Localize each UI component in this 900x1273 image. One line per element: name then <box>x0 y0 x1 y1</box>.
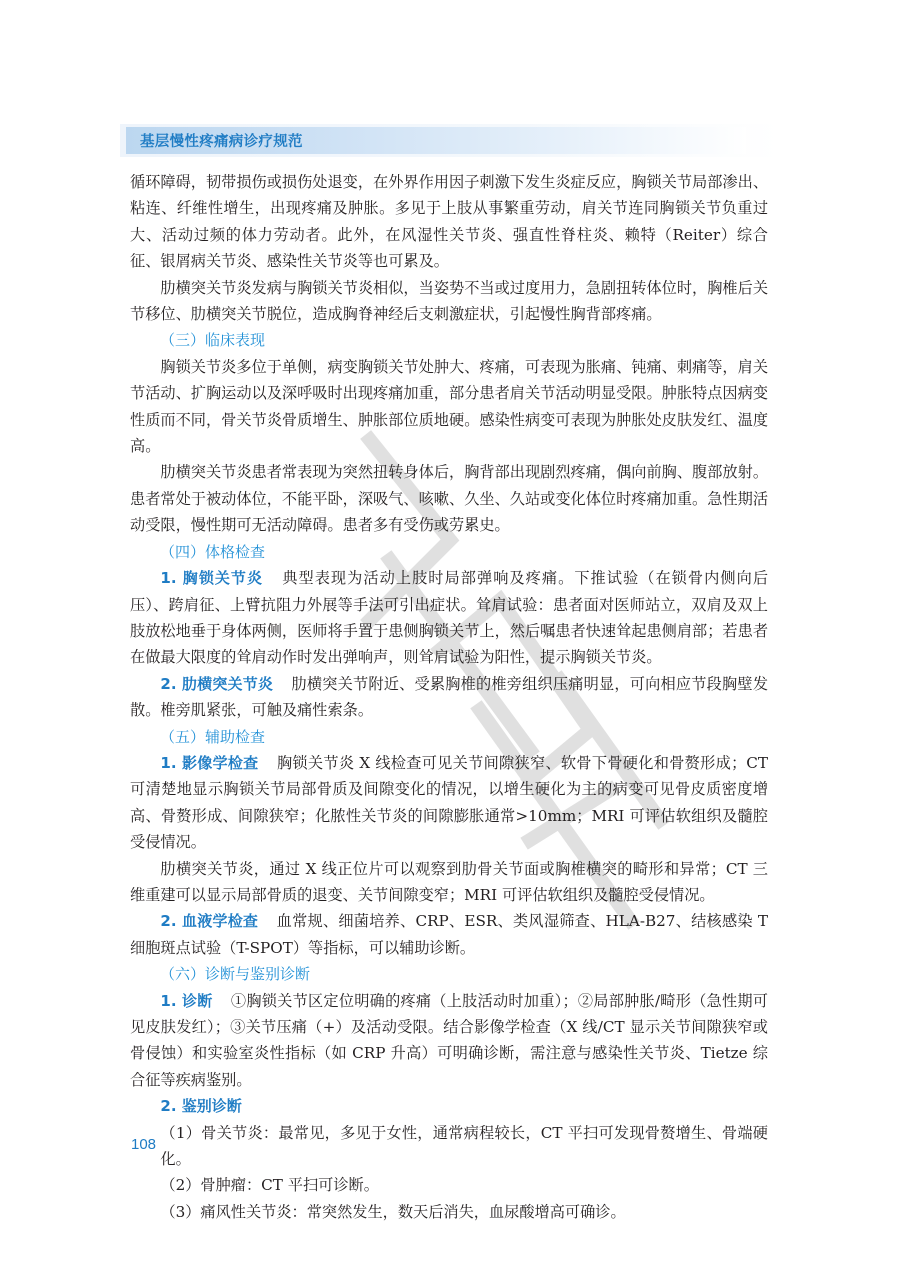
paragraph: 胸锁关节炎多位于单侧，病变胸锁关节处肿大、疼痛，可表现为胀痛、钝痛、刺痛等，肩关节活动、扩胸运动以及深呼吸时出现疼痛加重，部分患者肩关节活动明显受限。肿胀特点因病变性质而不同，骨关节炎骨质增生、肿胀部位质地硬。感染性病变可表现为肿胀处皮肤发红、温度高。 <box>130 357 768 456</box>
paragraph <box>130 908 768 961</box>
paragraph <box>130 988 768 1094</box>
subheading: 1. 诊断 <box>160 991 213 1010</box>
subheading: 2. 血液学检查 <box>160 912 259 931</box>
running-header-title: 基层慢性疼痛病诊疗规范 <box>140 134 303 150</box>
section-heading-diagnosis: （六）诊断与鉴别诊断 <box>160 965 311 984</box>
paragraph <box>130 750 768 856</box>
paragraph <box>130 565 768 671</box>
paragraph: 循环障碍，韧带损伤或损伤处退变，在外界作用因子刺激下发生炎症反应，胸锁关节局部渗出、粘连、纤维性增生，出现疼痛及肿胀。多见于上肢从事繁重劳动，肩关节连同胸锁关节负重过大、活动过频的体力劳动者。此外，在风湿性关节炎、强直性脊柱炎、赖特（Reiter）综合征、银屑病关节炎、感染性关节炎等也可累及。 <box>130 173 768 271</box>
subheading: 1. 影像学检查 <box>160 753 259 772</box>
list-item: （1）骨关节炎：最常见，多见于女性，通常病程较长，CT 平扫可发现骨赘增生、骨端硬化。 <box>160 1123 768 1169</box>
paragraph: 肋横突关节炎发病与胸锁关节炎相似，当姿势不当或过度用力，急剧扭转体位时，胸椎后关节移位、肋横突关节脱位，造成胸脊神经后支刺激症状，引起慢性胸背部疼痛。 <box>130 278 768 324</box>
section-heading-clinical: （三）临床表现 <box>160 331 266 350</box>
paragraph-text: ①胸锁关节区定位明确的疼痛（上肢活动时加重）；②局部肿胀/畸形（急性期可见皮肤发红）；③关节压痛（+）及活动受限。结合影像学检查（X 线/CT 显示关节间隙狭窄或骨侵蚀）和实验室炎性指标（如 CRP 升高）可明确诊断，需注意与感染性关节炎、Tietze 综合征等疾病鉴别。 <box>130 991 768 1089</box>
subheading: 2. 鉴别诊断 <box>160 1097 242 1116</box>
page-number: 108 <box>131 1136 157 1153</box>
paragraph <box>130 671 768 724</box>
page-body <box>130 169 768 1225</box>
subheading: 1. 胸锁关节炎 <box>160 569 263 588</box>
list-item: （3）痛风性关节炎：常突然发生，数天后消失，血尿酸增高可确诊。 <box>160 1202 626 1221</box>
section-heading-physical-exam: （四）体格检查 <box>160 542 266 561</box>
paragraph: 肋横突关节炎患者常表现为突然扭转身体后，胸背部出现剧烈疼痛，偶向前胸、腹部放射。患者常处于被动体位，不能平卧，深吸气、咳嗽、久坐、久站或变化体位时疼痛加重。急性期活动受限，慢性期可无活动障碍。患者多有受伤或劳累史。 <box>130 463 768 535</box>
list-item: （2）骨肿瘤：CT 平扫可诊断。 <box>160 1176 379 1195</box>
paragraph: 肋横突关节炎，通过 X 线正位片可以观察到肋骨关节面或胸椎横突的畸形和异常；CT 三维重建可以显示局部骨质的退变、关节间隙变窄；MRI 可评估软组织及髓腔受侵情况。 <box>130 859 768 904</box>
paragraph <box>130 1093 768 1119</box>
subheading: 2. 肋横突关节炎 <box>160 674 274 693</box>
paragraph-text: 血常规、细菌培养、CRP、ESR、类风湿筛查、HLA-B27、结核感染 T 细胞斑点试验（T-SPOT）等指标，可以辅助诊断。 <box>130 912 768 957</box>
paragraph-text: 胸锁关节炎 X 线检查可见关节间隙狭窄、软骨下骨硬化和骨赘形成；CT 可清楚地显示胸锁关节局部骨质及间隙变化的情况，以增生硬化为主的病变可见骨皮质密度增高、骨赘形成、间隙狭窄；化脓性关节炎的间隙膨胀通常>10mm；MRI 可评估软组织及髓腔受侵情况。 <box>130 753 769 852</box>
paragraph-text: 典型表现为活动上肢时局部弹响及疼痛。下推试验（在锁骨内侧向后压）、跨肩征、上臂抗阻力外展等手法可引出症状。耸肩试验：患者面对医师站立，双肩及双上肢放松地垂于身体两侧，医师将手置于患侧胸锁关节上，然后嘱患者快速耸起患侧肩部；若患者在做最大限度的耸肩动作时发出弹响声，则耸肩试验为阳性，提示胸锁关节炎。 <box>130 569 769 667</box>
paragraph-text: 肋横突关节附近、受累胸椎的椎旁组织压痛明显，可向相应节段胸壁发散。椎旁肌紧张，可触及痛性索条。 <box>130 674 769 720</box>
section-heading-auxiliary-exam: （五）辅助检查 <box>160 727 266 746</box>
